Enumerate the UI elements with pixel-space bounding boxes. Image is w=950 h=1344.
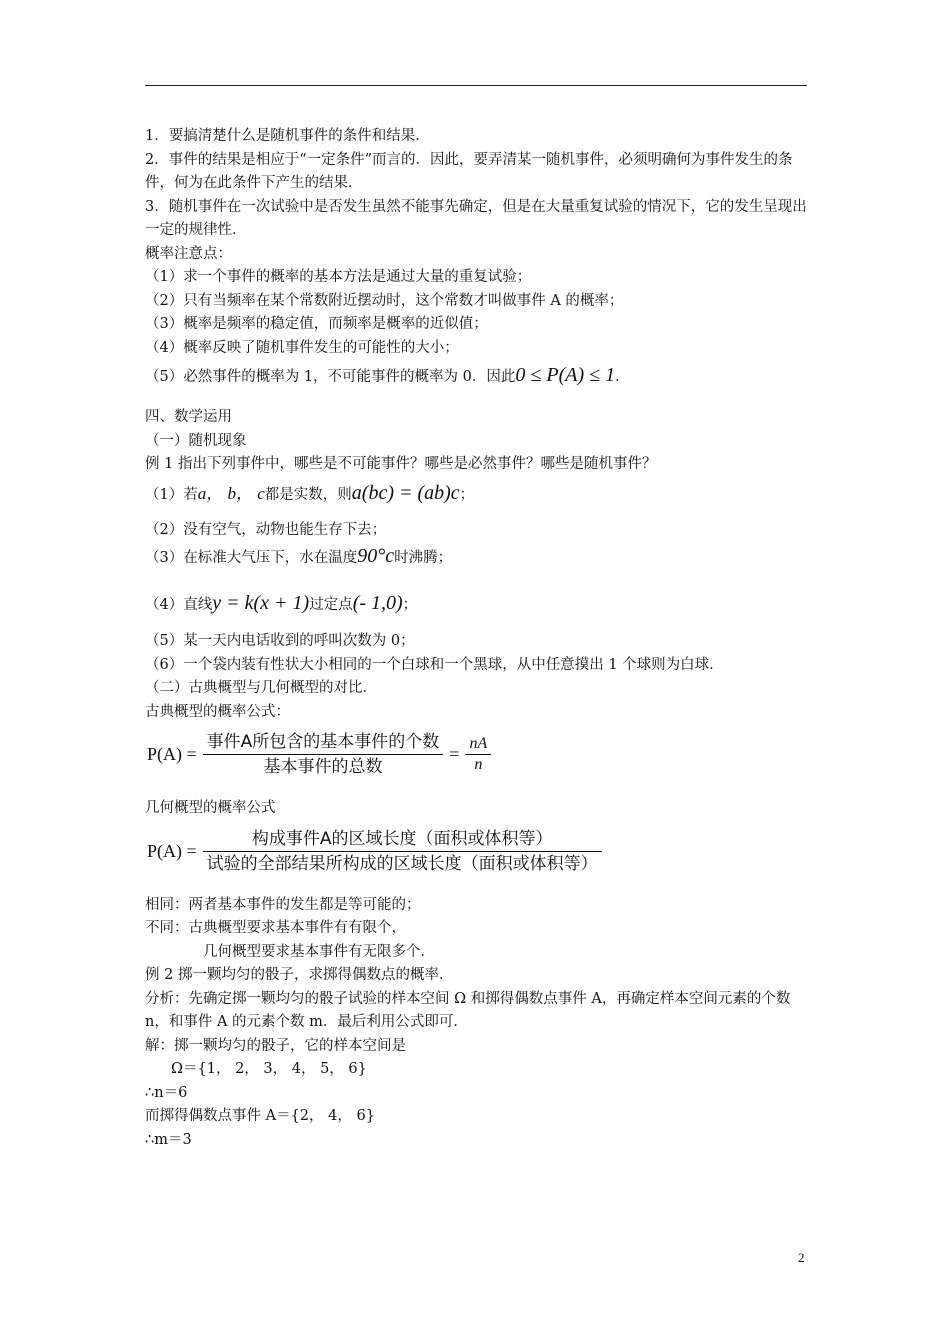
point-2: 2．事件的结果是相应于“一定条件”而言的．因此，要弄清某一随机事件，必须明确何为事件发生的条件，何为在此条件下产生的结果． (145, 151, 793, 191)
note-1: （1）求一个事件的概率的基本方法是通过大量的重复试验； (145, 269, 532, 285)
classical-fraction (203, 730, 444, 779)
event-a-set: 而掷得偶数点事件 A＝{2， 4， 6} (145, 1108, 375, 1124)
point-1: 1．要搞清楚什么是随机事件的条件和结果． (145, 128, 430, 144)
item-4-end: ； (402, 597, 418, 613)
page-number: 2 (798, 1250, 805, 1265)
geometric-formula-title: 几何概型的概率公式 (145, 800, 276, 816)
example-2-prompt: 例 2 掷一颗均匀的骰子，求掷得偶数点的概率． (145, 967, 454, 983)
header-rule (145, 85, 807, 86)
temperature-math: 90°c (357, 545, 395, 567)
note-4: （4）概率反映了随机事件发生的可能性的大小； (145, 339, 459, 356)
point-3: 3．随机事件在一次试验中是否发生虽然不能事先确定，但是在大量重复试验的情况下，它的发生呈现出一定的规律性． (145, 198, 807, 238)
probability-notes-heading: 概率注意点： (145, 245, 232, 262)
note-5-end: ． (615, 369, 630, 385)
example-1-item-6: （6）一个袋内装有性状大小相同的一个白球和一个黑球，从中任意摸出 1 个球则为白球． (145, 656, 724, 673)
example-1-item-1 (145, 477, 807, 511)
section-heading-math-application: 四、数学运用 (145, 409, 232, 425)
classical-numerator: 事件A所包含的基本事件的个数 (206, 732, 440, 752)
classical-short-denominator: n (474, 756, 483, 773)
document-body (145, 125, 807, 1152)
classical-probability-formula (147, 730, 807, 779)
comparison-same: 相同：两者基本事件的发生都是等可能的； (145, 896, 421, 913)
line-equation-math: y = k(x + 1) (212, 592, 310, 614)
geometric-probability-formula (147, 827, 807, 876)
item-3-text: （3）在标准大气压下，水在温度 (145, 550, 358, 566)
geometric-lhs: P(A) = (147, 840, 197, 861)
item-1-text-b: 都是实数，则 (264, 486, 352, 503)
item-1-variables: a， b， c (197, 483, 265, 503)
classical-equals: = (449, 744, 460, 764)
geometric-fraction (203, 827, 602, 876)
comparison-diff-2: 几何概型要求基本事件有无限多个． (203, 943, 435, 960)
note-5-text: （5）必然事件的概率为 1，不可能事件的概率为 0．因此 (145, 369, 516, 385)
example-1-item-5: （5）某一天内电话收到的呼叫次数为 0； (145, 633, 415, 649)
item-1-end: ； (459, 486, 475, 503)
example-1-item-3 (145, 542, 807, 572)
probability-bound-math: 0 ≤ P(A) ≤ 1 (515, 364, 616, 386)
n-value: ∴n＝6 (145, 1084, 188, 1101)
subsection-model-comparison: （二）古典概型与几何概型的对比． (145, 680, 377, 696)
subsection-random-phenomena: （一）随机现象 (145, 432, 247, 449)
geometric-denominator: 试验的全部结果所构成的区域长度（面积或体积等） (206, 853, 598, 874)
note-5 (145, 360, 807, 392)
geometric-numerator: 构成事件A的区域长度（面积或体积等） (251, 828, 553, 849)
example-1-item-2: （2）没有空气，动物也能生存下去； (145, 521, 387, 538)
associativity-math: a(bc) = (ab)c (351, 481, 460, 504)
example-2-solution: 解：掷一颗均匀的骰子，它的样本空间是 (145, 1037, 406, 1054)
note-3: （3）概率是频率的稳定值，而频率是概率的近似值； (145, 316, 488, 332)
classical-formula-title: 古典概型的概率公式： (145, 703, 290, 720)
sample-space: Ω＝{1， 2， 3， 4， 5， 6} (171, 1061, 367, 1077)
item-1-text: （1）若 (145, 486, 198, 503)
comparison-diff-1: 不同：古典概型要求基本事件有有限个， (145, 920, 406, 936)
fixed-point-math: (- 1,0) (352, 592, 403, 614)
classical-short-fraction (465, 734, 491, 775)
example-1-item-4 (145, 586, 807, 622)
example-1-prompt: 例 1 指出下列事件中，哪些是不可能事件？哪些是必然事件？哪些是随机事件？ (145, 456, 657, 472)
note-2: （2）只有当频率在某个常数附近摆动时，这个常数才叫做事件 A 的概率； (145, 292, 624, 309)
item-3-text-b: 时沸腾； (394, 550, 453, 566)
item-4-text: （4）直线 (145, 597, 213, 613)
m-value: ∴m＝3 (145, 1131, 192, 1148)
item-4-text-b: 过定点 (309, 597, 353, 613)
classical-short-numerator: nA (469, 735, 488, 752)
classical-lhs: P(A) = (147, 744, 197, 764)
example-2-analysis: 分析：先确定掷一颗均匀的骰子试验的样本空间 Ω 和掷得偶数点事件 A，再确定样本空间元素的个数 n，和事件 A 的元素个数 m．最后利用公式即可． (145, 990, 791, 1030)
classical-denominator: 基本事件的总数 (263, 757, 383, 777)
